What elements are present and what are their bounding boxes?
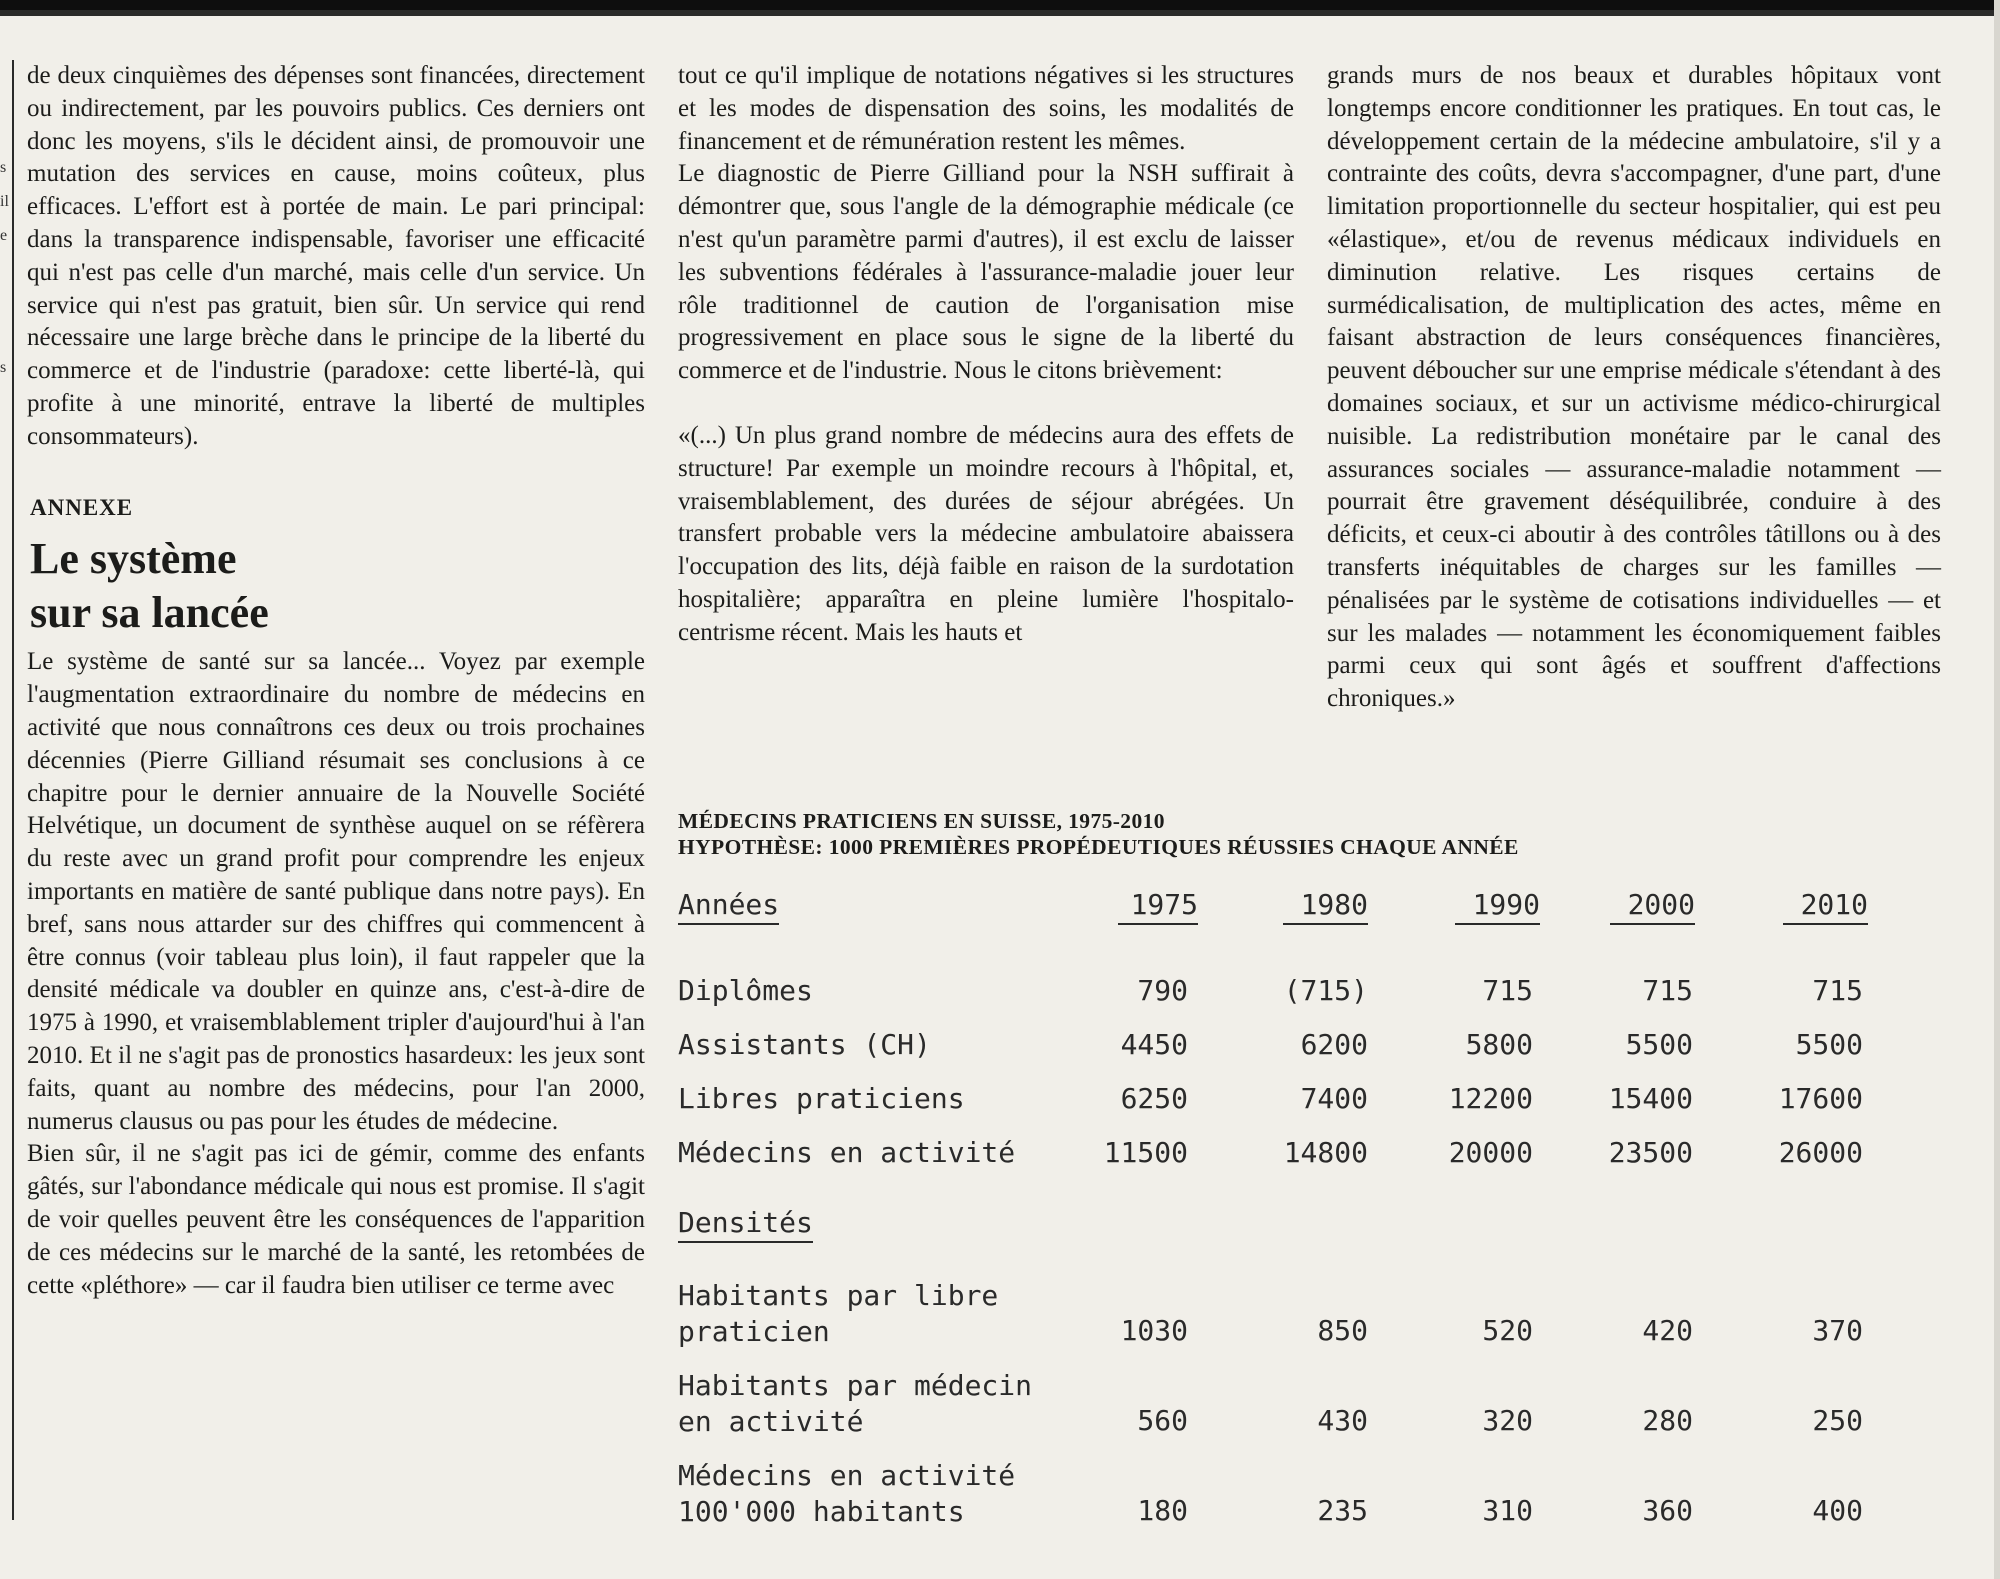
table-cell: 250 xyxy=(1812,1404,1863,1437)
row-label: Assistants (CH) xyxy=(678,1028,931,1061)
table-cell: 6250 xyxy=(1120,1082,1188,1115)
table-cell: 420 xyxy=(1642,1314,1693,1347)
statistics-table xyxy=(678,808,1928,1560)
margin-fragment: s xyxy=(0,359,7,376)
table-cell: 235 xyxy=(1317,1494,1368,1527)
margin-fragment: s xyxy=(0,159,7,176)
row-label: Diplômes xyxy=(678,974,813,1007)
density-row-label: Habitants par libre praticien xyxy=(678,1279,999,1348)
row-label: Médecins en activité xyxy=(678,1136,1016,1169)
margin-rule xyxy=(12,60,14,1520)
table-title: MÉDECINS PRATICIENS EN SUISSE, 1975-2010 xyxy=(678,809,1165,833)
year-header: 1980 xyxy=(1283,888,1368,925)
paragraph: Le système de santé sur sa lancée... Voyez par exemple l'augmentation extraordinaire du nombre de médecins en activité que nous connaîtrons ces deux ou trois prochaines décennies (Pierre Gilliand résumait ses conclusions à ce chapitre pour le dernier annuaire de la Nouvelle Société Helvétique, un document de synthèse auquel on se réfèrera du reste avec un grand profit pour comprendre les enjeux importants en matière de santé publique dans notre pays). En bref, sans nous attarder sur des chiffres qui commencent à être connus (voir tableau plus loin), il faut rappeler que la densité médicale va doubler en quinze ans, c'est-à-dire de 1975 à 1990, et vraisemblablement tripler d'aujourd'hui à l'an 2010. Et il ne s'agit pas de pronostics hasardeux: les jeux sont faits, quant au nombre des médecins, pour l'an 2000, numerus clausus ou pas pour les études de médecine. xyxy=(27,648,645,1135)
table-cell: (715) xyxy=(1283,974,1368,1007)
year-header: 1990 xyxy=(1455,888,1540,925)
table-cell: 23500 xyxy=(1608,1136,1693,1169)
quote-paragraph: «(...) Un plus grand nombre de médecins aura des effets de structure! Par exemple un moindre recours à l'hôpital, et, vraisemblablement, des durées de séjour abrégées. Un transfert probable vers la médecine ambulatoire abaissera l'occupation des lits, déjà faible en raison de la surdotation hospitalière; apparaîtra en pleine lumière l'hospitalo-centrisme récent. Mais les hauts et xyxy=(678,421,1294,646)
section-label: Densités xyxy=(678,1206,813,1243)
table-cell: 180 xyxy=(1137,1494,1188,1527)
table-cell: 715 xyxy=(1642,974,1693,1007)
table-cell: 12200 xyxy=(1448,1082,1533,1115)
row-label: Libres praticiens xyxy=(678,1082,965,1115)
table-cell: 370 xyxy=(1812,1314,1863,1347)
table-subtitle: HYPOTHÈSE: 1000 PREMIÈRES PROPÉDEUTIQUES RÉUSSIES CHAQUE ANNÉE xyxy=(678,835,1519,859)
table-cell: 4450 xyxy=(1120,1028,1188,1061)
year-header-label: Années xyxy=(678,888,779,925)
margin-fragment: il xyxy=(0,193,9,210)
headline-line: sur sa lancée xyxy=(30,588,269,638)
table-cell: 11500 xyxy=(1103,1136,1188,1169)
table-cell: 560 xyxy=(1137,1404,1188,1437)
paragraph: Le diagnostic de Pierre Gilliand pour la NSH suffirait à démontrer que, sous l'angle de la démographie médicale (ce n'est qu'un paramètre parmi d'autres), il est exclu de laisser les subventions fédérales à l'assurance-maladie jouer leur rôle traditionnel de caution de l'organisation mise progressivement en place sous le signe de la liberté du commerce et de l'industrie. Nous le citons brièvement: xyxy=(678,160,1294,385)
table-cell: 5500 xyxy=(1625,1028,1693,1061)
headline-line: Le système xyxy=(30,534,237,584)
table-cell: 6200 xyxy=(1300,1028,1368,1061)
scan-right-edge xyxy=(1994,0,2000,1579)
quote-paragraph: grands murs de nos beaux et durables hôpitaux vont longtemps encore conditionner les pratiques. En tout cas, le développement certain de la médecine ambulatoire, s'il y a contrainte des coûts, devra s'accompagner, d'une part, d'une limitation proportionnelle du secteur hospitalier, qui est peu «élastique», et/ou de revenus médicaux individuels en diminution relative. Les risques certains de surmédicalisation, de multiplication des actes, même en faisant abstraction de leurs conséquences financières, peuvent déboucher sur une emprise médicale s'étendant à des domaines sociaux, et sur un activisme médico-chirurgical nuisible. La redistribution monétaire par le canal des assurances sociales — assurance-maladie notamment — pourrait être gravement déséquilibrée, conduire à des déficits, et ceux-ci aboutir à des contrôles tâtillons ou à des transferts inéquitables de charges sur les familles — pénalisées par le système de cotisations individuelles — et sur les malades — notamment les économiquement faibles parmi ceux qui sont âgés et souffrent d'affections chroniques.» xyxy=(1327,62,1941,713)
table-cell: 400 xyxy=(1812,1494,1863,1527)
article-headline xyxy=(30,532,645,640)
column-1 xyxy=(27,60,645,1302)
table-cell: 7400 xyxy=(1300,1082,1368,1115)
table-cell: 310 xyxy=(1482,1494,1533,1527)
paragraph: Bien sûr, il ne s'agit pas ici de gémir, comme des enfants gâtés, sur l'abondance médicale qui nous est promise. Il s'agit de voir quelles peuvent être les conséquences de l'apparition de ces médecins sur le marché de la santé, les retombées de cette «pléthore» — car il faudra bien utiliser ce terme avec xyxy=(27,1140,645,1299)
paragraph: de deux cinquièmes des dépenses sont financées, directement ou indirectement, par les pouvoirs publics. Ces derniers ont donc les moyens, s'ils le décident ainsi, de promouvoir une mutation des services en cause, moins coûteux, plus efficaces. L'effort est à portée de main. Le pari principal: dans la transparence indispensable, favoriser une efficacité qui n'est pas celle d'un marché, mais celle d'un service. Un service qui n'est pas gratuit, bien sûr. Un service qui rend nécessaire une large brèche dans le principe de la liberté du commerce et de l'industrie (paradoxe: cette liberté-là, qui profite à une minorité, entrave la liberté de multiples consommateurs). xyxy=(27,62,645,450)
table-cell: 430 xyxy=(1317,1404,1368,1437)
scan-top-edge xyxy=(0,0,2000,16)
table-cell: 850 xyxy=(1317,1314,1368,1347)
section-kicker: ANNEXE xyxy=(30,494,134,520)
table-cell: 20000 xyxy=(1448,1136,1533,1169)
table-cell: 520 xyxy=(1482,1314,1533,1347)
column-3 xyxy=(1327,60,1941,716)
column-2 xyxy=(678,60,1294,650)
year-header: 2010 xyxy=(1783,888,1868,925)
table-cell: 280 xyxy=(1642,1404,1693,1437)
table-grid xyxy=(678,860,1928,1560)
density-row-label: Médecins en activité 100'000 habitants xyxy=(678,1459,1016,1528)
table-cell: 17600 xyxy=(1778,1082,1863,1115)
table-cell: 790 xyxy=(1137,974,1188,1007)
table-cell: 1030 xyxy=(1120,1314,1188,1347)
table-cell: 15400 xyxy=(1608,1082,1693,1115)
table-cell: 320 xyxy=(1482,1404,1533,1437)
table-cell: 5800 xyxy=(1465,1028,1533,1061)
table-cell: 360 xyxy=(1642,1494,1693,1527)
year-header: 1975 xyxy=(1118,888,1198,925)
year-header: 2000 xyxy=(1610,888,1695,925)
table-cell: 715 xyxy=(1812,974,1863,1007)
density-row-label: Habitants par médecin en activité xyxy=(678,1369,1033,1438)
table-cell: 715 xyxy=(1482,974,1533,1007)
table-cell: 5500 xyxy=(1795,1028,1863,1061)
paragraph: tout ce qu'il implique de notations négatives si les structures et les modes de dispensation des soins, les modalités de financement et de rémunération restent les mêmes. xyxy=(678,62,1294,155)
margin-fragment: e xyxy=(0,227,8,244)
table-cell: 14800 xyxy=(1283,1136,1368,1169)
table-cell: 26000 xyxy=(1778,1136,1863,1169)
